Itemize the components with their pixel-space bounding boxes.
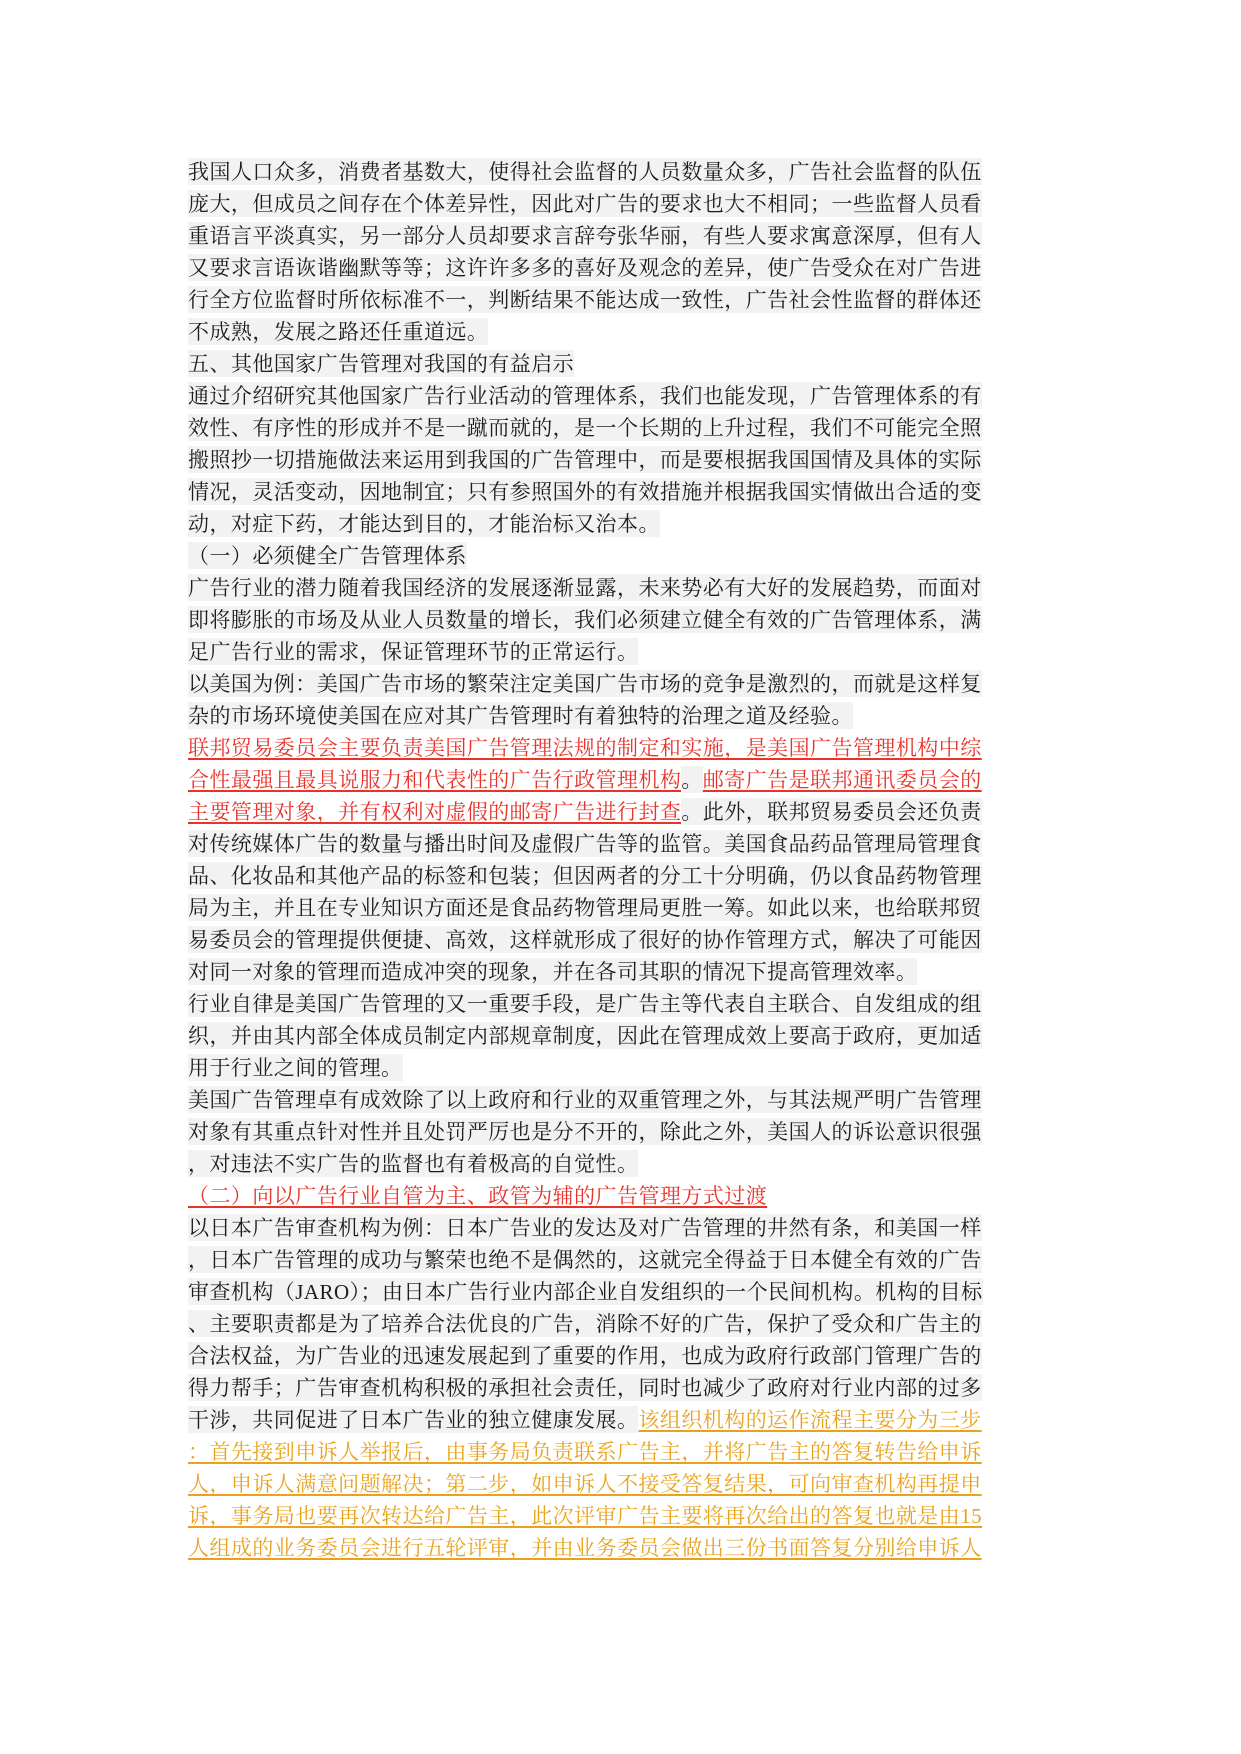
text-segment: 五、其他国家广告管理对我国的有益启示 (188, 352, 575, 376)
text-segment: 杂的市场环境使美国在应对其广告管理时有着独特的治理之道及经验。 (188, 704, 853, 728)
text-segment: 品、化妆品和其他产品的标签和包装；但因两者的分工十分明确，仍以食品药物管理 (188, 864, 982, 888)
text-line (188, 1532, 1058, 1564)
text-line (188, 1340, 1058, 1372)
text-line (188, 1468, 1058, 1500)
text-line (188, 1084, 1058, 1116)
highlighted-text-segment: 邮寄广告是联邦通讯委员会的 (702, 768, 982, 792)
highlighted-text-segment: （二）向以广告行业自管为主、政管为辅的广告管理方式过渡 (188, 1184, 768, 1208)
text-segment: 庞大，但成员之间存在个体差异性，因此对广告的要求也大不相同；一些监督人员看 (188, 192, 982, 216)
text-segment: 效性、有序性的形成并不是一蹴而就的，是一个长期的上升过程，我们不可能完全照 (188, 416, 982, 440)
text-segment: 局为主，并且在专业知识方面还是食品药物管理局更胜一筹。如此以来，也给联邦贸 (188, 896, 982, 920)
text-segment: 对传统媒体广告的数量与播出时间及虚假广告等的监管。美国食品药品管理局管理食 (188, 832, 982, 856)
text-line (188, 1436, 1058, 1468)
text-line (188, 764, 1058, 796)
text-line (188, 796, 1058, 828)
text-line (188, 1244, 1058, 1276)
text-line (188, 892, 1058, 924)
text-segment: 、主要职责都是为了培养合法优良的广告，消除不好的广告，保护了受众和广告主的 (188, 1312, 982, 1336)
text-segment: 干涉，共同促进了日本广告业的独立健康发展。 (188, 1408, 639, 1432)
text-line (188, 1116, 1058, 1148)
text-line (188, 252, 1058, 284)
text-line (188, 988, 1058, 1020)
text-segment: 以美国为例：美国广告市场的繁荣注定美国广告市场的竞争是激烈的，而就是这样复 (188, 672, 982, 696)
text-segment: 对象有其重点针对性并且处罚严厉也是分不开的，除此之外，美国人的诉讼意识很强 (188, 1120, 982, 1144)
text-segment: ，日本广告管理的成功与繁荣也绝不是偶然的，这就完全得益于日本健全有效的广告 (188, 1248, 982, 1272)
text-line (188, 1308, 1058, 1340)
text-segment: 美国广告管理卓有成效除了以上政府和行业的双重管理之外，与其法规严明广告管理 (188, 1088, 982, 1112)
text-line (188, 1372, 1058, 1404)
text-segment: 审查机构（JARO）；由日本广告行业内部企业自发组织的一个民间机构。机构的目标 (188, 1280, 983, 1304)
text-segment: 对同一对象的管理而造成冲突的现象，并在各司其职的情况下提高管理效率。 (188, 960, 918, 984)
text-segment: 足广告行业的需求，保证管理环节的正常运行。 (188, 640, 639, 664)
text-line (188, 188, 1058, 220)
text-segment: 合法权益，为广告业的迅速发展起到了重要的作用，也成为政府行政部门管理广告的 (188, 1344, 982, 1368)
text-segment: 用于行业之间的管理。 (188, 1056, 403, 1080)
text-segment: 。此外，联邦贸易委员会还负责 (681, 800, 982, 824)
text-line (188, 444, 1058, 476)
text-segment: ，对违法不实广告的监督也有着极高的自觉性。 (188, 1152, 639, 1176)
highlighted-text-segment: 诉，事务局也要再次转达给广告主，此次评审广告主要将再次给出的答复也就是由15 (188, 1504, 983, 1528)
highlighted-text-segment: ：首先接到申诉人举报后，由事务局负责联系广告主，并将广告主的答复转告给申诉 (188, 1440, 982, 1464)
text-line (188, 476, 1058, 508)
document-body (188, 156, 1058, 1564)
text-segment: 又要求言语诙谐幽默等等；这许许多多的喜好及观念的差异，使广告受众在对广告进 (188, 256, 982, 280)
text-segment: 通过介绍研究其他国家广告行业活动的管理体系，我们也能发现，广告管理体系的有 (188, 384, 982, 408)
text-segment: 搬照抄一切措施做法来运用到我国的广告管理中，而是要根据我国国情及具体的实际 (188, 448, 982, 472)
highlighted-text-segment: 人，申诉人满意问题解决；第二步，如申诉人不接受答复结果，可向审查机构再提申 (188, 1472, 982, 1496)
text-line (188, 540, 1058, 572)
text-line (188, 700, 1058, 732)
text-line (188, 1212, 1058, 1244)
highlighted-text-segment: 主要管理对象，并有权利对虚假的邮寄广告进行封查 (188, 800, 682, 824)
text-line (188, 348, 1058, 380)
text-segment: 得力帮手；广告审查机构积极的承担社会责任，同时也减少了政府对行业内部的过多 (188, 1376, 982, 1400)
text-line (188, 828, 1058, 860)
text-segment: 广告行业的潜力随着我国经济的发展逐渐显露，未来势必有大好的发展趋势，而面对 (188, 576, 982, 600)
highlighted-text-segment: 合性最强且最具说服力和代表性的广告行政管理机构 (188, 768, 682, 792)
text-line (188, 860, 1058, 892)
text-line (188, 1276, 1058, 1308)
text-line (188, 1500, 1058, 1532)
text-line (188, 1180, 1058, 1212)
text-segment: 易委员会的管理提供便捷、高效，这样就形成了很好的协作管理方式，解决了可能因 (188, 928, 982, 952)
highlighted-text-segment: 该组织机构的运作流程主要分为三步 (638, 1408, 982, 1432)
text-segment: 以日本广告审查机构为例：日本广告业的发达及对广告管理的井然有条，和美国一样 (188, 1216, 982, 1240)
text-segment: 动，对症下药，才能达到目的，才能治标又治本。 (188, 512, 660, 536)
text-line (188, 636, 1058, 668)
text-line (188, 956, 1058, 988)
text-segment: 重语言平淡真实，另一部分人员却要求言辞夸张华丽，有些人要求寓意深厚，但有人 (188, 224, 982, 248)
text-line (188, 1052, 1058, 1084)
text-segment: （一）必须健全广告管理体系 (188, 544, 467, 568)
text-line (188, 220, 1058, 252)
text-segment: 情况，灵活变动，因地制宜；只有参照国外的有效措施并根据我国实情做出合适的变 (188, 480, 982, 504)
text-segment: 即将膨胀的市场及从业人员数量的增长，我们必须建立健全有效的广告管理体系，满 (188, 608, 982, 632)
highlighted-text-segment: 人组成的业务委员会进行五轮评审，并由业务委员会做出三份书面答复分别给申诉人 (188, 1536, 982, 1560)
text-line (188, 1020, 1058, 1052)
text-segment: 行业自律是美国广告管理的又一重要手段，是广告主等代表自主联合、自发组成的组 (188, 992, 982, 1016)
text-line (188, 156, 1058, 188)
text-line (188, 1148, 1058, 1180)
text-line (188, 316, 1058, 348)
text-line (188, 284, 1058, 316)
text-segment: 行全方位监督时所依标准不一，判断结果不能达成一致性，广告社会性监督的群体还 (188, 288, 982, 312)
text-segment: 织，并由其内部全体成员制定内部规章制度，因此在管理成效上要高于政府，更加适 (188, 1024, 982, 1048)
text-line (188, 668, 1058, 700)
text-line (188, 924, 1058, 956)
text-line (188, 380, 1058, 412)
text-segment: 不成熟，发展之路还任重道远。 (188, 320, 489, 344)
text-line (188, 572, 1058, 604)
text-line (188, 508, 1058, 540)
text-segment: 我国人口众多，消费者基数大，使得社会监督的人员数量众多，广告社会监督的队伍 (188, 160, 982, 184)
text-line (188, 604, 1058, 636)
highlighted-text-segment: 联邦贸易委员会主要负责美国广告管理法规的制定和实施，是美国广告管理机构中综 (188, 736, 982, 760)
text-line (188, 412, 1058, 444)
text-line (188, 1404, 1058, 1436)
text-line (188, 732, 1058, 764)
text-segment: 。 (681, 768, 703, 792)
